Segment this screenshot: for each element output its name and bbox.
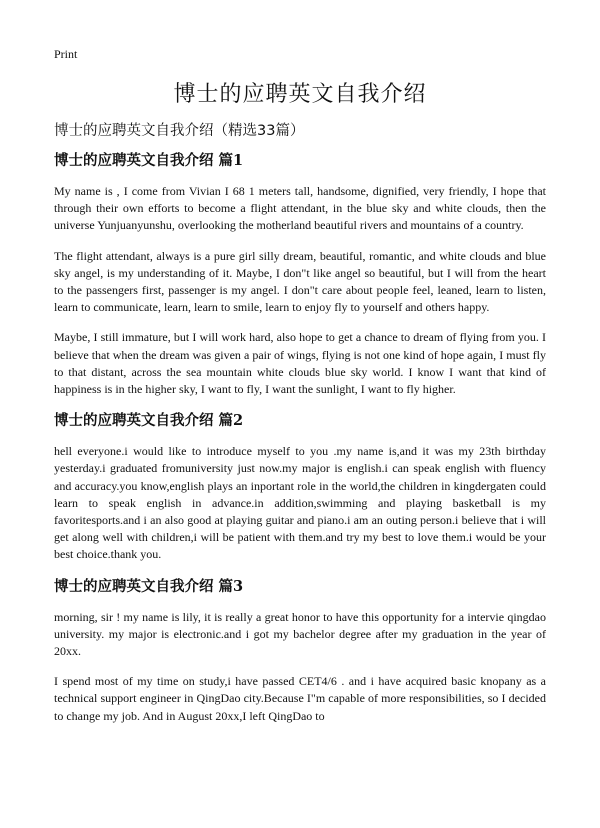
article-body bbox=[54, 145, 546, 738]
print-link[interactable]: Print bbox=[54, 47, 78, 61]
paragraph: morning, sir ! my name is lily, it is really a great honor to have this opportunity for a intervie qingdao university. my major is electronic.and i got my bachelor degree after my graduation in the year of 20xx. bbox=[54, 609, 546, 659]
paragraph: Maybe, I still immature, but I will work hard, also hope to get a chance to dream of flying from you. I believe that when the dream was given a pair of wings, flying is not one kind of hope again, I must fly to that distant, across the sea mountain white clouds blue sky world. I know I want that kind of happiness is in the higher sky, I want to fly, I want the sunlight, I want to fly higher. bbox=[54, 330, 546, 397]
paragraph: My name is , I come from Vivian I 68 1 meters tall, handsome, dignified, very friendly, I hope that through their own efforts to become a flight attendant, in the blue sky and white clouds, then the universe Yunjuanyunshu, overlooking the motherland beautiful rivers and mountains of a country. bbox=[54, 184, 546, 233]
section-heading-3: 博士的应聘英文自我介绍 篇3 bbox=[54, 577, 244, 595]
paragraph: The flight attendant, always is a pure girl silly dream, beautiful, romantic, and white clouds and blue sky angel, is my understanding of it. Maybe, I don"t like angel so beautiful, but I will from the heart to the passengers first, passenger is my angel. I don"t care about people feel, leaned, learn to listen, learn to communicate, learn, learn to smile, learn to enjoy fly to yourself and others happy. bbox=[54, 248, 546, 315]
paragraph: I spend most of my time on study,i have passed CET4/6 . and i have acquired basic knopany as a technical support engineer in QingDao city.Because I"m capable of more responsibilities, so I decided to change my job. And in August 20xx,I left QingDao to bbox=[54, 674, 546, 723]
section-heading-1: 博士的应聘英文自我介绍 篇1 bbox=[54, 152, 244, 169]
page-title: 博士的应聘英文自我介绍 bbox=[173, 82, 427, 107]
paragraph: hell everyone.i would like to introduce myself to you .my name is,and it was my 23th birthday yesterday.i graduated fromuniversity just now.my major is english.i can speak english with fluency and accuracy.you know,english plays an inportant role in the world,the children in kingdergaten could learn to speak english in advance.in addition,swimming and playing basketball is my favoritesports.and i an also good at playing guitar and piano.i am an outing person.i believe that i will get along well with children,i will be patient with them.and try my best to love them.i would be your best choice.thank you. bbox=[54, 444, 546, 562]
document-subtitle: 博士的应聘英文自我介绍（精选33篇） bbox=[54, 123, 305, 139]
section-heading-2: 博士的应聘英文自我介绍 篇2 bbox=[54, 412, 244, 430]
